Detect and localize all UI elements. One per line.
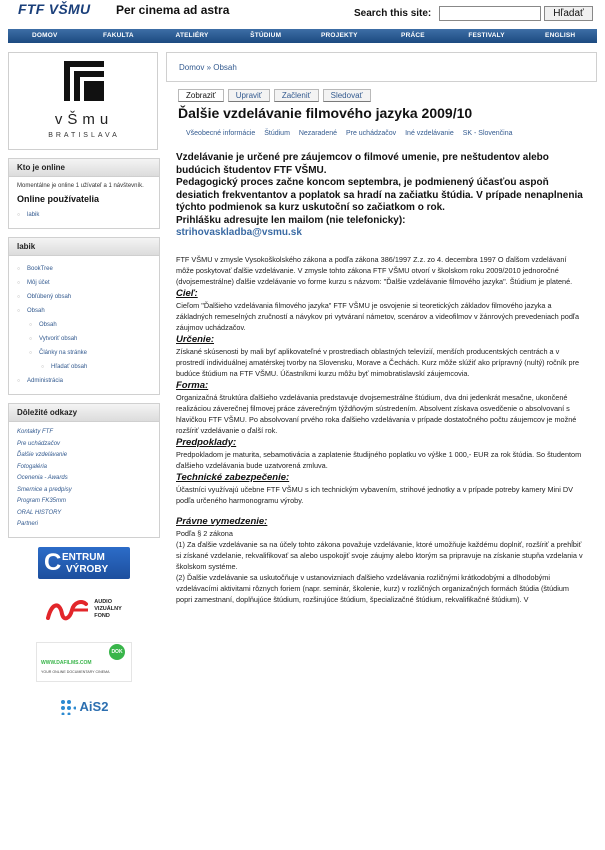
online-user-link[interactable]: ○ labik — [17, 208, 151, 222]
paragraph: Účastníci využívajú učebne FTF VŠMU s ich technickým vybavením, strihové jednotky a v prípade potreby kamery Mini DV podľa určeného harmonogramu výroby. — [176, 484, 574, 505]
menu-item-booktree[interactable]: ○ BookTree — [17, 262, 151, 276]
vsmu-logo[interactable] — [8, 52, 158, 150]
logo-subtext: BRATISLAVA — [48, 132, 120, 139]
block-title: Kto je online — [9, 159, 159, 177]
block-title: Dôležité odkazy — [9, 404, 159, 422]
term-link[interactable]: Všeobecné informácie — [186, 130, 256, 137]
intro-line: Vzdelávanie je určené pre záujemcov o filmové umenie, pre neštudentov alebo budúcich študentov FTF VŠMU. — [176, 152, 549, 176]
logo-text: vŠmu — [54, 111, 114, 128]
nav-item-prace[interactable]: PRÁCE — [401, 32, 425, 39]
centrum-line1: ENTRUM — [62, 551, 105, 563]
menu-item-content-sub[interactable]: ○ Obsah — [17, 318, 151, 332]
online-users-heading: Online používatelia — [17, 194, 100, 204]
term-link[interactable]: Pre uchádzačov — [345, 130, 397, 137]
menu-item-content[interactable]: ○ Obsah — [17, 304, 151, 318]
menu-item-my-account[interactable]: ○ Môj účet — [17, 276, 151, 290]
sidebar — [8, 52, 160, 722]
who-is-online-block — [8, 158, 160, 229]
tab-view[interactable]: Zobraziť — [178, 89, 224, 102]
site-header — [0, 0, 605, 26]
law-paragraph: (2) Ďalšie vzdelávanie sa uskutočňuje v ustanovizniach ďalšieho vzdelávania rozličnými krátkodobými a dlhodobými vzdelávacími aktivitami rôznych foriem (napr. seminár, školenie, kurz) v rozličných organizačných formách štúdia (štúdium popri zamestnaní, doplňujúce štúdium, rozširujúce štúdium, špecializačné štúdium, rekvalifikačné štúdium). V — [176, 572, 569, 604]
paragraph: Získané skúsenosti by mali byť aplikovateľné v prostrediach oblastných televízií, menších producentských centrách a v prostredí individuálnej amatérskej tvorby na Slovensku, Morave a Čechách. Kurz môže slúžiť ako prípravný (nultý) ročník pre budúce štúdium na FTF VŠMU. Účastníkmi kurzu môžu byť mimobratislavskí záujemcovia. — [176, 346, 580, 378]
partner-avf[interactable] — [38, 592, 130, 628]
section-heading: Forma: — [176, 379, 209, 391]
tab-edit[interactable]: Upraviť — [228, 89, 270, 102]
dafilms-tagline: YOUR ONLINE DOCUMENTARY CINEMA — [41, 669, 110, 674]
nav-item-festivaly[interactable]: FESTIVALY — [468, 32, 505, 39]
main-content — [166, 52, 597, 605]
menu-item-create-content[interactable]: ○ Vytvoriť obsah — [17, 332, 151, 346]
user-menu-block — [8, 237, 160, 395]
logo-frames-icon — [64, 61, 104, 101]
taxonomy-terms — [186, 128, 566, 140]
paragraph: Predpokladom je maturita, sebamotivácia a zaplatenie študijného poplatku vo výške 1 000,- EUR za rok štúdia. So študentom ďalšieho vzdelávania bude uzatvorená zmluva. — [176, 449, 582, 470]
link-program[interactable]: Program FK35mm — [17, 498, 67, 504]
partner-dafilms[interactable] — [36, 642, 132, 682]
ais-label: AiS2 — [79, 699, 109, 714]
dafilms-badge: DOK — [109, 644, 125, 660]
term-link[interactable]: Štúdium — [264, 130, 290, 137]
section-heading: Technické zabezpečenie: — [176, 471, 290, 483]
nav-item-english[interactable]: ENGLISH — [545, 32, 576, 39]
link-gallery[interactable]: Fotogaléria — [17, 463, 48, 470]
avf-logo-icon — [46, 596, 90, 624]
dafilms-url: WWW.DAFILMS.COM — [41, 659, 92, 666]
search-input[interactable] — [439, 6, 541, 21]
link-applicants[interactable]: Pre uchádzačov — [17, 440, 61, 447]
section-heading: Určenie: — [176, 333, 215, 345]
link-awards[interactable]: Ocenenia - Awards — [17, 475, 68, 481]
term-link[interactable]: SK - Slovenčina — [462, 130, 513, 137]
online-count-text: Momentálne je online 1 užívateľ a 1 návštevník. — [17, 183, 144, 189]
main-nav — [8, 29, 597, 43]
tab-include[interactable]: Začleniť — [274, 89, 319, 102]
intro-line: Prihlášku adresujte len mailom (nie telefonicky): — [176, 214, 406, 226]
law-paragraph: (1) Za ďalšie vzdelávanie sa na účely tohto zákona považuje vzdelávanie, ktoré umožňuje každému doplniť, rozšíriť a prehĺbiť si získané vzdelanie, rekvalifikovať sa alebo uspokojiť svoje záujmy alebo ktorým sa pripravuje na získanie stupňa vzdelania v školskom systéme. — [176, 539, 583, 571]
avf-line2: VIZUÁLNY — [94, 606, 122, 612]
search-button[interactable]: Hľadať — [544, 6, 593, 21]
term-link[interactable]: Nezaradené — [298, 130, 337, 137]
section-heading: Predpoklady: — [176, 436, 237, 448]
menu-item-favorites[interactable]: ○ Obľúbený obsah — [17, 290, 151, 304]
nav-item-studium[interactable]: ŠTÚDIUM — [250, 32, 282, 39]
menu-item-administration[interactable]: ○ Administrácia — [17, 374, 151, 388]
avf-line1: AUDIO — [94, 599, 112, 605]
contact-email-link[interactable]: strihovaskladba@vsmu.sk — [176, 227, 302, 238]
nav-item-ateliery[interactable]: ATELIÉRY — [175, 32, 209, 39]
ais-dots-icon — [60, 699, 76, 715]
centrum-c-icon: C — [44, 548, 62, 576]
site-brand[interactable]: FTF VŠMU — [18, 1, 91, 17]
link-partners[interactable]: Partneri — [17, 521, 39, 527]
link-regulations[interactable]: Smernice a predpisy — [17, 486, 72, 493]
site-tagline: Per cinema ad astra — [116, 3, 230, 17]
intro-text — [176, 152, 591, 240]
nav-item-domov[interactable]: DOMOV — [32, 32, 58, 39]
term-link[interactable]: Iné vzdelávanie — [405, 130, 454, 137]
nav-item-projekty[interactable]: PROJEKTY — [320, 32, 358, 39]
partner-centrum-vyroby[interactable] — [38, 548, 130, 578]
nav-item-fakulta[interactable]: FAKULTA — [103, 32, 134, 39]
section-heading: Právne vymedzenie: — [176, 515, 268, 527]
tab-follow[interactable]: Sledovať — [323, 89, 371, 102]
article-body — [176, 254, 586, 605]
centrum-line2: VÝROBY — [66, 563, 109, 575]
breadcrumb[interactable]: Domov » Obsah — [166, 52, 597, 82]
avf-line3: FOND — [94, 613, 110, 619]
content-tabs — [178, 89, 597, 102]
block-title: labik — [9, 238, 159, 256]
link-oral-history[interactable]: ORAL HISTORY — [17, 509, 62, 516]
paragraph: Organizačná štruktúra ďalšieho vzdelávania predstavuje dvojsemestrálne štúdium, dva dni jedenkrát mesačne, ukončené realizáciou záverečnej filmovej práce záverečným týždňovým sústredením. Absolvent získava osvedčenie o absolvovaní s hlavičkou FTF VŠMU. Po absolvovaní prvého roka ďalšieho vzdelávania v prípade dostatočného počtu záujemcov je možné rozšíriť vzdelávanie o ďalší rok. — [176, 392, 577, 435]
link-further-education[interactable]: Ďalšie vzdelávanie — [17, 452, 68, 458]
menu-item-articles[interactable]: ○ Články na stránke — [17, 346, 151, 360]
paragraph: FTF VŠMU v zmysle Vysokoškolského zákona a podľa zákona 386/1997 Z.z. zo 4. decembra 1997 O ďalšom vzdelávaní môže poskytovať ďalšie vzdelávanie. V zmysle tohto zákona FTF VŠMU otvorí v školskom roku 2009/2010 jednoročné (dvojsemestrálne) ďalšie vzdelávanie vo forme kurzu s názvom: "Ďalšie vzdelávanie filmového jazyka". Štúdium je platené. — [176, 254, 573, 286]
page-title: Ďalšie vzdelávanie filmového jazyka 2009/10 — [178, 105, 473, 121]
important-links-block — [8, 403, 160, 538]
partner-ais2[interactable] — [38, 692, 130, 722]
paragraph: Cieľom "Ďalšieho vzdelávania filmového jazyka" FTF VŠMU je osvojenie si teoretických základov filmového jazyka a základných remeselných zručností a návykov pri vytváraní námetov, scenárov a videofilmov v žánrových prevedeniach podľa záujmov uchádzačov. — [176, 300, 580, 332]
menu-item-search-content[interactable]: ○ Hľadať obsah — [17, 360, 151, 374]
paragraph: Podľa § 2 zákona — [176, 528, 233, 538]
link-contacts[interactable]: Kontakty FTF — [17, 429, 54, 435]
intro-line: Pedagogický proces začne koncom septembra, je podmienený účasťou aspoň desiatich frekventantov a poplatok sa hradí na začiatku štúdia. V prípade nenaplnenia týchto podmienok sa kurz uskutoční so začiatkom o rok. — [176, 177, 583, 213]
search-label: Search this site: — [354, 8, 432, 19]
section-heading: Cieľ: — [176, 287, 198, 299]
